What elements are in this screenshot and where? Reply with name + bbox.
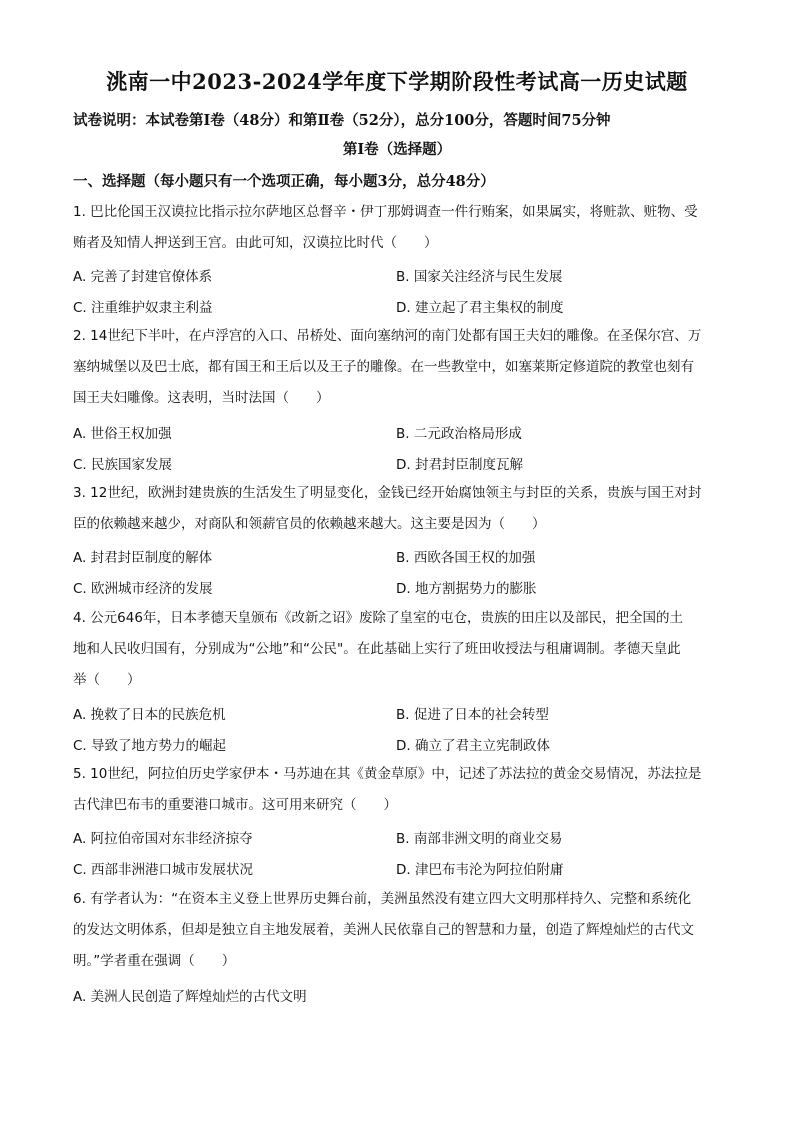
volume-heading: 第Ⅰ卷（选择题） [342, 141, 452, 158]
question-text-line: 地和人民收归国有，分别成为“公地”和“公民"。在此基础上实行了班田收授法与租庸调制。孝德天皇此 [73, 641, 681, 657]
question-text-line: 4. 公元646年，日本孝德天皇颁布《改新之诏》废除了皇室的屯仓，贵族的田庄以及部民，把全国的土 [73, 610, 683, 626]
question-text-line: 6. 有学者认为：“在资本主义登上世界历史舞台前，美洲虽然没有建立四大文明那样持久、完整和系统化 [73, 891, 692, 907]
question-5 [73, 759, 721, 821]
option-a[interactable]: A. 世俗王权加强 [73, 426, 172, 442]
question-text-line: 明。”学者重在强调（ ） [73, 953, 236, 969]
option-d[interactable]: D. 封君封臣制度瓦解 [396, 457, 523, 473]
exam-instructions: 试卷说明：本试卷第Ⅰ卷（48分）和第Ⅱ卷（52分），总分100分，答题时间75分钟 [73, 112, 611, 129]
section-heading: 一、选择题（每小题只有一个选项正确，每小题3分，总分48分） [73, 173, 495, 190]
option-c[interactable]: C. 民族国家发展 [73, 457, 173, 473]
question-1 [73, 197, 721, 259]
question-4 [73, 603, 721, 696]
option-b[interactable]: B. 国家关注经济与民生发展 [396, 269, 563, 285]
option-a[interactable]: A. 封君封臣制度的解体 [73, 550, 213, 566]
question-text-line: 2. 14世纪下半叶，在卢浮宫的入口、吊桥处、面向塞纳河的南门处都有国王夫妇的雕像。在圣保尔宫、万 [73, 328, 702, 344]
question-text-line: 的发达文明体系，但却是独立自主地发展着，美洲人民依靠自己的智慧和力量，创造了辉煌灿烂的古代文 [73, 922, 694, 938]
question-text-line: 举（ ） [73, 672, 141, 688]
option-d[interactable]: D. 建立起了君主集权的制度 [396, 300, 564, 316]
option-b[interactable]: B. 西欧各国王权的加强 [396, 550, 536, 566]
option-a[interactable]: A. 阿拉伯帝国对东非经济掠夺 [73, 831, 253, 847]
option-d[interactable]: D. 地方割据势力的膨胀 [396, 581, 537, 597]
question-text-line: 3. 12世纪，欧洲封建贵族的生活发生了明显变化，金钱已经开始腐蚀领主与封臣的关系，贵族与国王对封 [73, 485, 702, 501]
question-text-line: 古代津巴布韦的重要港口城市。这可用来研究（ ） [73, 797, 397, 813]
question-text-line: 贿者及知情人押送到王宫。由此可知，汉谟拉比时代（ ） [73, 235, 438, 251]
option-d[interactable]: D. 津巴布韦沦为阿拉伯附庸 [396, 862, 564, 878]
option-b[interactable]: B. 促进了日本的社会转型 [396, 707, 549, 723]
option-a[interactable]: A. 挽救了日本的民族危机 [73, 707, 226, 723]
question-text-line: 5. 10世纪，阿拉伯历史学家伊本・马苏迪在其《黄金草原》中，记述了苏法拉的黄金交易情况，苏法拉是 [73, 766, 702, 782]
question-text-line: 1. 巴比伦国王汉谟拉比指示拉尔萨地区总督辛・伊丁那姆调查一件行贿案，如果属实，将赃款、赃物、受 [73, 204, 698, 220]
option-c[interactable]: C. 欧洲城市经济的发展 [73, 581, 213, 597]
option-c[interactable]: C. 导致了地方势力的崛起 [73, 738, 227, 754]
option-d[interactable]: D. 确立了君主立宪制政体 [396, 738, 550, 754]
option-a[interactable]: A. 完善了封建官僚体系 [73, 269, 213, 285]
question-text-line: 臣的依赖越来越少，对商队和领薪官员的依赖越来越大。这主要是因为（ ） [73, 516, 546, 532]
question-6 [73, 884, 721, 977]
option-a[interactable]: A. 美洲人民创造了辉煌灿烂的古代文明 [73, 989, 307, 1005]
question-text-line: 塞纳城堡以及巴士底，都有国王和王后以及王子的雕像。在一些教堂中，如塞莱斯定修道院的教堂也刻有 [73, 359, 694, 375]
option-c[interactable]: C. 西部非洲港口城市发展状况 [73, 862, 254, 878]
question-text-line: 国王夫妇雕像。这表明，当时法国（ ） [73, 390, 330, 406]
option-b[interactable]: B. 南部非洲文明的商业交易 [396, 831, 563, 847]
question-2 [73, 321, 721, 414]
option-b[interactable]: B. 二元政治格局形成 [396, 426, 522, 442]
option-c[interactable]: C. 注重维护奴隶主利益 [73, 300, 213, 316]
exam-title: 洮南一中2023-2024学年度下学期阶段性考试高一历史试题 [106, 69, 688, 94]
question-3 [73, 478, 721, 540]
